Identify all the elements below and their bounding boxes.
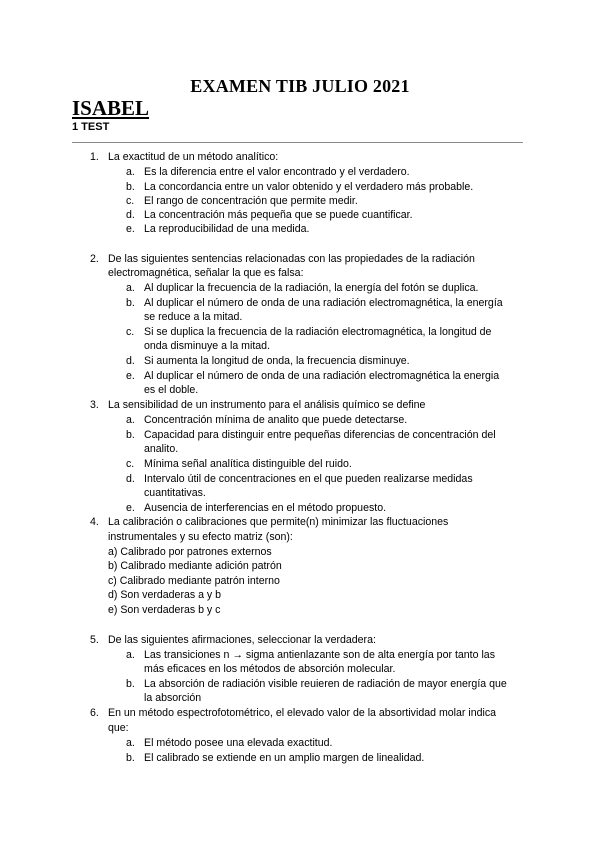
section-label: 1 TEST (72, 121, 110, 133)
question-number: 4. (90, 516, 99, 528)
option-text: La reproducibilidad de una medida. (144, 223, 310, 235)
question-number: 3. (90, 399, 99, 411)
question-number: 5. (90, 634, 99, 646)
option-letter: d. (126, 473, 135, 485)
inline-option: c) Calibrado mediante patrón interno (108, 575, 280, 587)
option-letter: d. (126, 355, 135, 367)
option-text: Mínima señal analítica distinguible del ruido. (144, 458, 352, 470)
option-text: Las transiciones n → sigma antienlazante son de alta energía por tanto las (144, 649, 495, 661)
option-letter: b. (126, 678, 135, 690)
option-text: analito. (144, 443, 179, 455)
option-letter: e. (126, 502, 135, 514)
option-text: La concentración más pequeña que se puede cuantificar. (144, 209, 413, 221)
option-letter: a. (126, 414, 135, 426)
option-letter: c. (126, 326, 135, 338)
question-text: electromagnética, señalar la que es falsa: (108, 267, 304, 279)
option-text: se reduce a la mitad. (144, 311, 243, 323)
question-text: instrumentales y su efecto matriz (son): (108, 531, 293, 543)
option-letter: e. (126, 223, 135, 235)
option-text: Al duplicar el número de onda de una radiación electromagnética la energia (144, 370, 500, 382)
option-letter: a. (126, 166, 135, 178)
option-text: cuantitativas. (144, 487, 206, 499)
option-letter: e. (126, 370, 135, 382)
exam-title: EXAMEN TIB JULIO 2021 (190, 76, 410, 96)
option-letter: a. (126, 737, 135, 749)
option-letter: b. (126, 429, 135, 441)
option-letter: c. (126, 458, 135, 470)
inline-option: a) Calibrado por patrones externos (108, 546, 272, 558)
option-letter: c. (126, 195, 135, 207)
option-text: Ausencia de interferencias en el método propuesto. (144, 502, 387, 514)
question-text: En un método espectrofotométrico, el elevado valor de la absortividad molar indica (108, 707, 497, 719)
option-text: Intervalo útil de concentraciones en el que pueden realizarse medidas (144, 473, 473, 485)
option-text: Capacidad para distinguir entre pequeñas diferencias de concentración del (144, 429, 496, 441)
option-text: Si se duplica la frecuencia de la radiación electromagnética, la longitud de (144, 326, 492, 338)
option-text: más eficaces en los métodos de absorción molecular. (144, 663, 396, 675)
option-letter: b. (126, 181, 135, 193)
option-text: Al duplicar la frecuencia de la radiación, la energía del fotón se duplica. (144, 282, 479, 294)
question-number: 1. (90, 151, 99, 163)
option-text: la absorción (144, 692, 202, 704)
student-name: ISABEL (72, 96, 150, 120)
option-text: Si aumenta la longitud de onda, la frecuencia disminuye. (144, 355, 410, 367)
inline-option: b) Calibrado mediante adición patrón (108, 560, 282, 572)
option-letter: a. (126, 282, 135, 294)
header-divider (72, 142, 523, 143)
question-text: La exactitud de un método analítico: (108, 151, 279, 163)
option-text: es el doble. (144, 384, 199, 396)
option-letter: a. (126, 649, 135, 661)
option-text: El calibrado se extiende en un amplio margen de linealidad. (144, 752, 425, 764)
question-text: que: (108, 722, 129, 734)
option-text: onda disminuye a la mitad. (144, 340, 271, 352)
question-text: La sensibilidad de un instrumento para el análisis químico se define (108, 399, 426, 411)
option-text: La concordancia entre un valor obtenido y el verdadero más probable. (144, 181, 474, 193)
option-text: El método posee una elevada exactitud. (144, 737, 333, 749)
question-number: 2. (90, 253, 99, 265)
option-letter: d. (126, 209, 135, 221)
question-text: La calibración o calibraciones que permite(n) minimizar las fluctuaciones (108, 516, 449, 528)
inline-option: e) Son verdaderas b y c (108, 604, 221, 616)
option-letter: b. (126, 297, 135, 309)
question-text: De las siguientes afirmaciones, seleccionar la verdadera: (108, 634, 376, 646)
option-text: Concentración mínima de analito que puede detectarse. (144, 414, 408, 426)
option-text: Es la diferencia entre el valor encontrado y el verdadero. (144, 166, 410, 178)
inline-option: d) Son verdaderas a y b (108, 589, 222, 601)
option-text: Al duplicar el número de onda de una radiación electromagnética, la energía (144, 297, 503, 309)
option-text: La absorción de radiación visible reuieren de radiación de mayor energía que (144, 678, 507, 690)
option-text: El rango de concentración que permite medir. (144, 195, 358, 207)
question-number: 6. (90, 707, 99, 719)
option-letter: b. (126, 752, 135, 764)
question-text: De las siguientes sentencias relacionadas con las propiedades de la radiación (108, 253, 475, 265)
